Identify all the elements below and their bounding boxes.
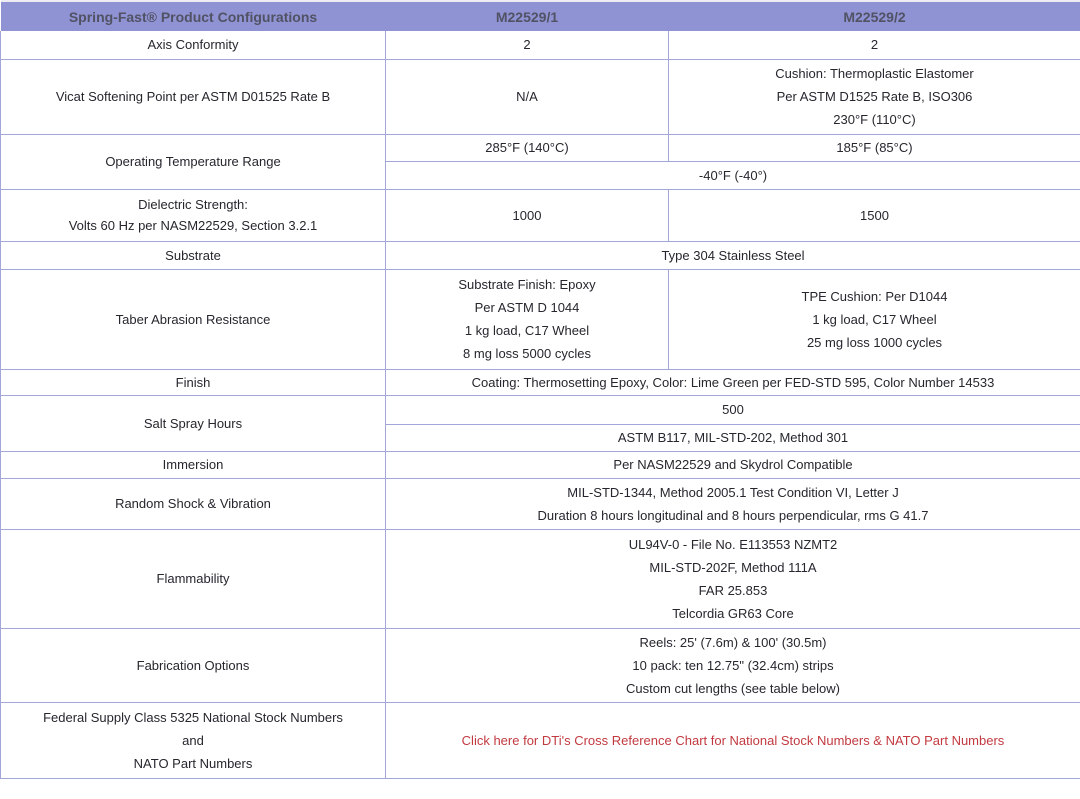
cell-line: Duration 8 hours longitudinal and 8 hours perpendicular, rms G 41.7 (537, 507, 929, 523)
row-substrate (1, 241, 1080, 269)
row-flammability (1, 529, 1080, 628)
label-line: Volts 60 Hz per NASM22529, Section 3.2.1 (68, 218, 318, 233)
cell-axis-m1: 2 (386, 31, 669, 59)
cell-temp-low: -40°F (-40°) (386, 161, 1080, 189)
cell-line: MIL-STD-202F, Method 111A (649, 559, 817, 575)
label-fabrication-options: Fabrication Options (1, 628, 386, 702)
cell-vicat-m1: N/A (386, 59, 669, 134)
cell-line: 25 mg loss 1000 cycles (806, 334, 943, 350)
cell-salt-method: ASTM B117, MIL-STD-202, Method 301 (386, 424, 1080, 451)
cell-immersion-value: Per NASM22529 and Skydrol Compatible (386, 451, 1080, 478)
cell-line: 10 pack: ten 12.75" (32.4cm) strips (632, 657, 834, 673)
header-product-configurations: Spring-Fast® Product Configurations (1, 1, 386, 31)
cell-line: Substrate Finish: Epoxy (458, 277, 596, 292)
row-vicat-softening-point (1, 59, 1080, 134)
cell-vicat-m2 (669, 59, 1080, 134)
row-salt-spray-hours (1, 395, 1080, 424)
cell-line: Per ASTM D1525 Rate B, ISO306 (776, 89, 973, 104)
cell-finish-value: Coating: Thermosetting Epoxy, Color: Lime Green per FED-STD 595, Color Number 14533 (386, 369, 1080, 395)
header-row (1, 1, 1080, 31)
row-random-shock-vibration (1, 478, 1080, 529)
label-finish: Finish (1, 369, 386, 395)
label-operating-temperature-range: Operating Temperature Range (1, 134, 386, 189)
cross-reference-chart-link[interactable]: Click here for DTi's Cross Reference Chart for National Stock Numbers & NATO Part Numbers (461, 732, 1005, 748)
cell-line: 1 kg load, C17 Wheel (812, 311, 937, 327)
cell-line: 1 kg load, C17 Wheel (464, 323, 590, 338)
label-vicat-softening-point: Vicat Softening Point per ASTM D01525 Rate B (1, 59, 386, 134)
label-random-shock-vibration: Random Shock & Vibration (1, 478, 386, 529)
cell-nsn-link-container (386, 702, 1080, 778)
row-nsn-nato (1, 702, 1080, 778)
label-line: and (182, 732, 204, 748)
label-taber-abrasion: Taber Abrasion Resistance (1, 269, 386, 369)
row-axis-conformity (1, 31, 1080, 59)
label-salt-spray-hours: Salt Spray Hours (1, 395, 386, 451)
cell-line: Per ASTM D 1044 (474, 300, 580, 315)
row-taber-abrasion (1, 269, 1080, 369)
label-immersion: Immersion (1, 451, 386, 478)
cell-line: FAR 25.853 (698, 582, 768, 598)
cell-substrate-value: Type 304 Stainless Steel (386, 241, 1080, 269)
cell-flammability-value (386, 529, 1080, 628)
cell-taber-m2 (669, 269, 1080, 369)
header-m22529-1: M22529/1 (386, 1, 669, 31)
row-immersion (1, 451, 1080, 478)
cell-shock-value (386, 478, 1080, 529)
cell-line: Cushion: Thermoplastic Elastomer (775, 66, 974, 81)
cell-fabrication-value (386, 628, 1080, 702)
label-line: Dielectric Strength: (138, 197, 248, 212)
label-line: NATO Part Numbers (133, 755, 253, 771)
cell-line: 230°F (110°C) (833, 112, 916, 127)
cell-salt-hours: 500 (386, 395, 1080, 424)
cell-temp-m1-high: 285°F (140°C) (386, 134, 669, 161)
cell-line: 8 mg loss 5000 cycles (463, 346, 591, 361)
label-substrate: Substrate (1, 241, 386, 269)
label-axis-conformity: Axis Conformity (1, 31, 386, 59)
cell-line: Reels: 25' (7.6m) & 100' (30.5m) (639, 634, 827, 650)
cell-taber-m1 (386, 269, 669, 369)
row-operating-temperature-high (1, 134, 1080, 161)
cell-line: MIL-STD-1344, Method 2005.1 Test Condition VI, Letter J (567, 484, 899, 500)
cell-line: Custom cut lengths (see table below) (626, 680, 840, 696)
cell-axis-m2: 2 (669, 31, 1080, 59)
cell-dielectric-m2: 1500 (669, 189, 1080, 241)
cell-temp-m2-high: 185°F (85°C) (669, 134, 1080, 161)
cell-dielectric-m1: 1000 (386, 189, 669, 241)
row-finish (1, 369, 1080, 395)
label-flammability: Flammability (1, 529, 386, 628)
row-dielectric-strength (1, 189, 1080, 241)
label-line: Federal Supply Class 5325 National Stock Numbers (43, 709, 343, 725)
label-nsn-nato (1, 702, 386, 778)
row-fabrication-options (1, 628, 1080, 702)
label-dielectric-strength (1, 189, 386, 241)
cell-line: UL94V-0 - File No. E113553 NZMT2 (628, 536, 838, 552)
cell-line: TPE Cushion: Per D1044 (801, 288, 948, 304)
header-m22529-2: M22529/2 (669, 1, 1080, 31)
cell-line: Telcordia GR63 Core (672, 605, 794, 621)
